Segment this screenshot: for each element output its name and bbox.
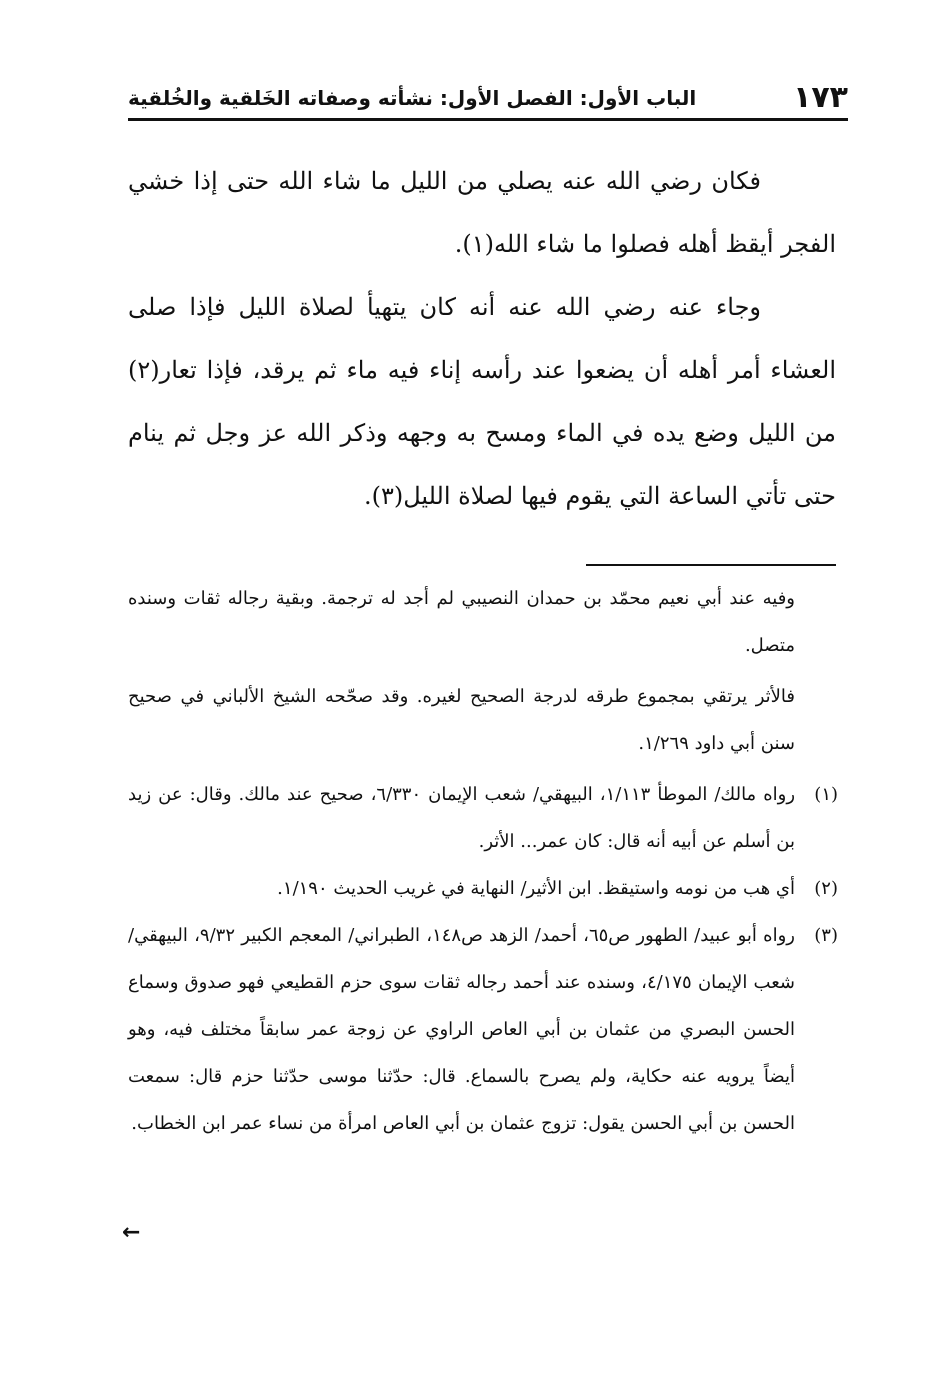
footnote-text: أي هب من نومه واستيقظ. ابن الأثير/ النهاية في غريب الحديث ١/١٩٠.	[277, 878, 795, 899]
paragraph-1: فكان رضي الله عنه يصلي من الليل ما شاء الله حتى إذا خشي الفجر أيقظ أهله فصلوا ما شاء الله(١).	[128, 167, 836, 258]
footnote-separator	[586, 564, 836, 566]
footnote-number: (٢)	[814, 878, 838, 899]
footnote-number: (١)	[814, 784, 839, 805]
running-title: الباب الأول: الفصل الأول: نشأته وصفاته الخَلقية والخُلقية	[128, 86, 697, 110]
footnote-3	[128, 912, 838, 1147]
footnote-2	[128, 865, 838, 912]
continue-arrow-icon: ←	[122, 1220, 141, 1245]
footnote-text: رواه مالك/ الموطأ ١/١١٣، البيهقي/ شعب الإيمان ٦/٣٣٠، صحيح عند مالك. وقال: عن زيد بن أسلم عن أبيه أنه قال: كان عمر... الأثر.	[128, 784, 796, 852]
footnotes	[128, 575, 838, 1147]
footnote-1	[128, 771, 838, 865]
footnote-continuation-1: وفيه عند أبي نعيم محمّد بن حمدان النصيبي لم أجد له ترجمة. وبقية رجاله ثقات وسنده متصل.	[128, 588, 795, 656]
header-rule	[128, 118, 848, 121]
footnote-continuation-2: فالأثر يرتقي بمجموع طرقه لدرجة الصحيح لغيره. وقد صحّحه الشيخ الألباني في صحيح سنن أبي داود ١/٢٦٩.	[128, 686, 795, 754]
main-text	[128, 150, 836, 528]
footnote-number: (٣)	[814, 925, 838, 946]
page-header	[128, 78, 848, 118]
footnote-text: رواه أبو عبيد/ الطهور ص٦٥، أحمد/ الزهد ص١٤٨، الطبراني/ المعجم الكبير ٩/٣٢، البيهقي/ شعب الإيمان ٤/١٧٥، وسنده عند أحمد رجاله ثقات سوى حزم القطيعي فهو صدوق وسماع الحسن البصري من عثمان بن أبي العاص الراوي عن زوجة عمر سابقاً مختلف فيه، وهو أيضاً يرويه عنه حكاية، ولم يصرح بالسماع. قال: حدّثنا موسى حدّثنا حزم قال: سمعت الحسن بن أبي الحسن يقول: تزوج عثمان بن أبي العاص امرأة من نساء عمر ابن الخطاب.	[128, 925, 795, 1134]
page-number: ١٧٣	[793, 80, 848, 115]
paragraph-2: وجاء عنه رضي الله عنه أنه كان يتهيأ لصلاة الليل فإذا صلى العشاء أمر أهله أن يضعوا عند رأسه إناء فيه ماء ثم يرقد، فإذا تعار(٢) من الليل وضع يده في الماء ومسح به وجهه وذكر الله عز وجل ثم ينام حتى تأتي الساعة التي يقوم فيها لصلاة الليل(٣).	[128, 293, 836, 510]
